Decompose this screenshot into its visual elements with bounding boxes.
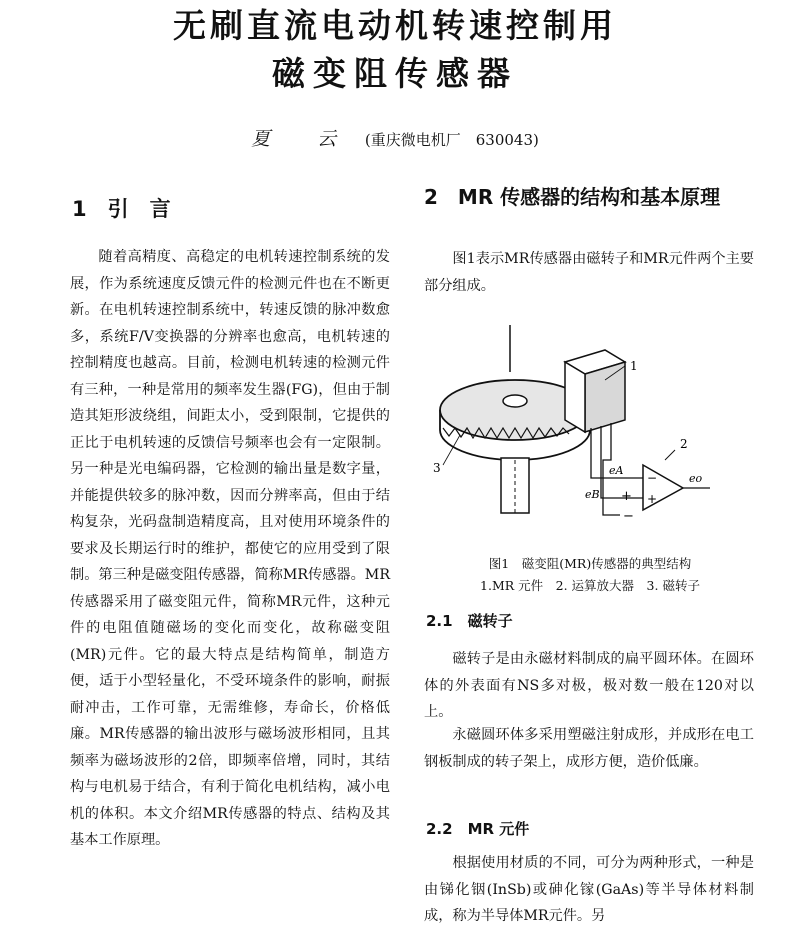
figure-caption-line2: 1.MR 元件 2. 运算放大器 3. 磁转子 — [480, 578, 700, 593]
figure-label-eo: eo — [689, 472, 703, 485]
mr-element-drawing — [565, 350, 625, 432]
figure-label-3: 3 — [433, 461, 441, 475]
section1-paragraph: 随着高精度、高稳定的电机转速控制系统的发展，作为系统速度反馈元件的检测元件也在不断更新。在电机转速控制系统中，转速反馈的脉冲数愈多，系统F/V变换器的分辨率也愈高，电机转速的控制精度也越高。目前，检测电机转速的检测元件有三种，一种是常用的频率发生器(FG)，但由于制造其矩形波绕组，间距太小，受到限制，它提供的正比于电机转速的反馈信号频率也会有一定限制。另一种是光电编码器，它检测的输出量是数字量，并能提供较多的脉冲数，因而分辨率高，但由于结构复杂，光码盘制造精度高，且对使用环境条件的要求及长期运行时的维护，都使它的应用受到了限制。第三种是磁变阻传感器，简称MR传感器。MR传感器采用了磁变阻元件，简称MR元件，这种元件的电阻值随磁场的变化而变化，故称磁变阻(MR)元件。它的最大特点是结构简单，制造方便，适于小型轻量化，不受环境条件的影响，耐振耐冲击，工作可靠，无需维修，寿命长，价格低廉。MR传感器的输出波形与磁场波形相同，且其频率为磁场波形的2倍，即频率倍增，同时，其结构与电机易于结合，有利于简化电机结构，减小电机的体积。本文介绍MR传感器的特点、结构及其基本工作原理。 — [70, 249, 390, 848]
author-name: 夏 云 — [251, 128, 351, 150]
mr-sensor-figure — [425, 310, 755, 555]
section2-1-paragraph2: 永磁圆环体多采用塑磁注射成形，并成形在电工钢板制成的转子架上，成形方便，造价低廉。 — [424, 727, 754, 770]
section2-2-paragraph: 根据使用材质的不同，可分为两种形式，一种是由锑化铟(InSb)或砷化镓(GaAs)等半导体材料制成，称为半导体MR元件。另 — [424, 855, 754, 924]
opamp-minus-label: − — [647, 471, 658, 485]
figure-label-eb: eB — [585, 488, 600, 501]
figure-label-2: 2 — [680, 437, 688, 451]
byline — [0, 124, 790, 151]
section2-1-paragraph1: 磁转子是由永磁材料制成的扁平圆环体。在圆环体的外表面有NS多对极，极对数一般在120对以上。 — [424, 651, 754, 720]
paper-title-line1: 无刷直流电动机转速控制用 — [173, 6, 617, 45]
section2-paragraph: 图1表示MR传感器由磁转子和MR元件两个主要部分组成。 — [424, 251, 754, 294]
opamp-plus-label: + — [647, 492, 658, 506]
figure-label-1: 1 — [630, 359, 638, 373]
paper-title-line2: 磁变阻传感器 — [272, 54, 518, 93]
figure-caption-line1: 图1 磁变阻(MR)传感器的典型结构 — [488, 556, 692, 571]
section2-1-heading: 2.1 磁转子 — [426, 612, 513, 630]
section2-heading: 2 MR 传感器的结构和基本原理 — [424, 185, 721, 209]
section2-2-heading: 2.2 MR 元件 — [426, 820, 530, 838]
section1-heading: 1 引 言 — [72, 197, 171, 221]
affiliation: (重庆微电机厂 630043) — [364, 131, 539, 149]
input-minus-label: − — [623, 509, 634, 524]
input-plus-label: + — [621, 489, 632, 504]
figure-label-ea: eA — [609, 464, 624, 477]
